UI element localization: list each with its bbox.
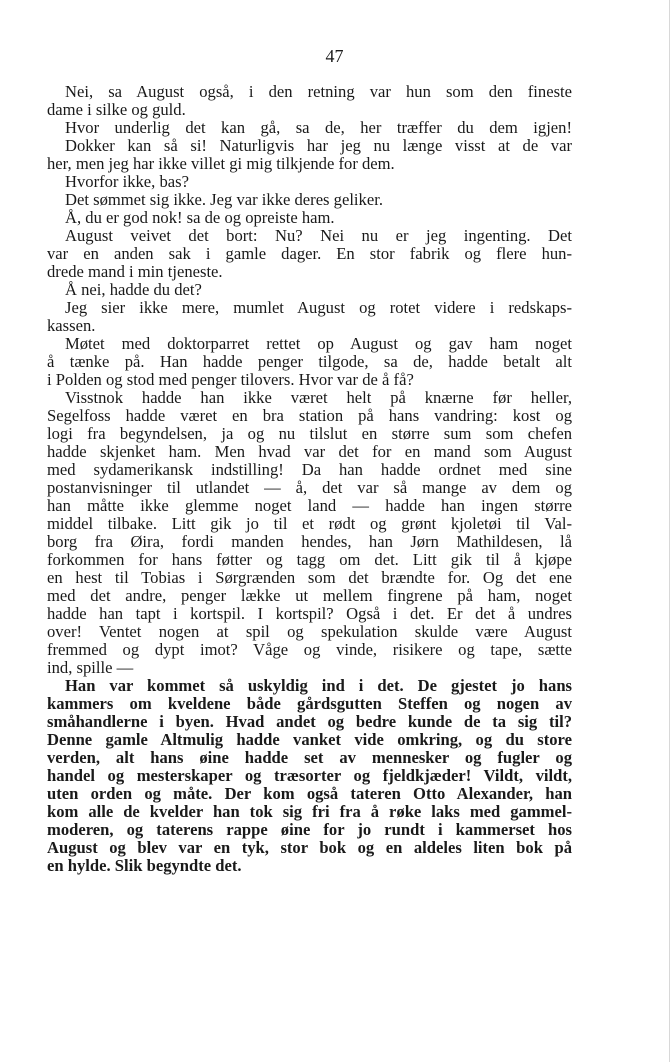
text-line: Å nei, hadde du det? xyxy=(65,280,202,299)
text-line: her, men jeg har ikke villet gi mig tilkjende for dem. xyxy=(47,154,395,173)
text-line: fremmed og dypt imot? Våge og vinde, risikere og tape, sætte xyxy=(47,640,572,659)
text-line: logi fra begyndelsen, ja og nu tilslut en større sum som chefen xyxy=(47,424,572,443)
text-line: var en anden sak i gamle dager. En stor fabrik og flere hun- xyxy=(47,244,572,263)
text-line: middel tilbake. Litt gik jo til et rødt og grønt kjoletøi til Val- xyxy=(47,514,572,533)
text-line: hadde han tapt i kortspil. I kortspil? Også i det. Er det å undres xyxy=(47,604,572,623)
text-line: en hest til Tobias i Sørgrænden som det brændte for. Og det ene xyxy=(47,568,572,587)
text-line: småhandlerne i byen. Hvad andet og bedre kunde de ta sig til? xyxy=(47,712,572,731)
text-line: Dokker kan så si! Naturligvis har jeg nu længe visst at de var xyxy=(65,136,572,155)
text-line: Jeg sier ikke mere, mumlet August og rotet videre i redskaps- xyxy=(65,298,572,317)
text-line: Denne gamle Altmulig hadde vanket vide omkring, og du store xyxy=(47,730,572,749)
text-line: moderen, og taterens rappe øine for jo rundt i kammerset hos xyxy=(47,820,572,839)
text-line: over! Ventet nogen at spil og spekulation skulde være August xyxy=(47,622,572,641)
text-line: drede mand i min tjeneste. xyxy=(47,262,223,281)
text-line: verden, alt hans øine hadde set av mennesker og fugler og xyxy=(47,748,572,767)
text-line: hadde skjenket ham. Men hvad var det for en mand som August xyxy=(47,442,572,461)
text-line: Hvorfor ikke, bas? xyxy=(65,172,189,191)
text-line: en hylde. Slik begyndte det. xyxy=(47,856,242,875)
text-line: i Polden og stod med penger tilovers. Hvor var de å få? xyxy=(47,370,414,389)
text-line: ind, spille — xyxy=(47,658,134,677)
text-line: kom alle de kvelder han tok sig fri fra å røke laks med gammel- xyxy=(47,802,572,821)
text-line: borg fra Øira, fordi manden hendes, han Jørn Mathildesen, lå xyxy=(47,532,572,551)
text-line: Segelfoss hadde været en bra station på hans vandring: kost og xyxy=(47,406,572,425)
text-line: med det andre, penger lække ut mellem fingrene på ham, noget xyxy=(47,586,572,605)
page-number: 47 xyxy=(325,46,344,66)
text-line: Nei, sa August også, i den retning var hun som den fineste xyxy=(65,82,572,101)
text-line: han måtte ikke glemme noget land — hadde han ingen større xyxy=(47,496,572,515)
text-line: Å, du er god nok! sa de og opreiste ham. xyxy=(65,208,335,227)
text-line: forkommen for hans føtter og tagg om det. Litt gik til å kjøpe xyxy=(47,550,572,569)
text-line: uten orden og måte. Der kom også tateren Otto Alexander, han xyxy=(47,784,572,803)
text-line: Han var kommet så uskyldig ind i det. De gjestet jo hans xyxy=(65,676,572,695)
text-line: med sydamerikansk indstilling! Da han hadde ordnet med sine xyxy=(47,460,572,479)
text-line: dame i silke og guld. xyxy=(47,100,186,119)
text-line: Hvor underlig det kan gå, sa de, her træffer du dem igjen! xyxy=(65,118,572,137)
text-line: August veivet det bort: Nu? Nei nu er jeg ingenting. Det xyxy=(65,226,572,245)
text-line: handel og mesterskaper og træsorter og fjeldkjæder! Vildt, vildt, xyxy=(47,766,572,785)
text-line: August og blev var en tyk, stor bok og en aldeles liten bok på xyxy=(47,838,572,857)
text-line: Det sømmet sig ikke. Jeg var ikke deres geliker. xyxy=(65,190,383,209)
text-line: Visstnok hadde han ikke været helt på knærne før heller, xyxy=(65,388,572,407)
text-line: å tænke på. Han hadde penger tilgode, sa de, hadde betalt alt xyxy=(47,352,572,371)
text-line: kassen. xyxy=(47,316,96,335)
body-text xyxy=(47,83,572,875)
text-line: postanvisninger til utlandet — å, det var så mange av dem og xyxy=(47,478,572,497)
text-line: kammers om kveldene både gårdsgutten Steffen og nogen av xyxy=(47,694,572,713)
text-line: Møtet med doktorparret rettet op August og gav ham noget xyxy=(65,334,572,353)
